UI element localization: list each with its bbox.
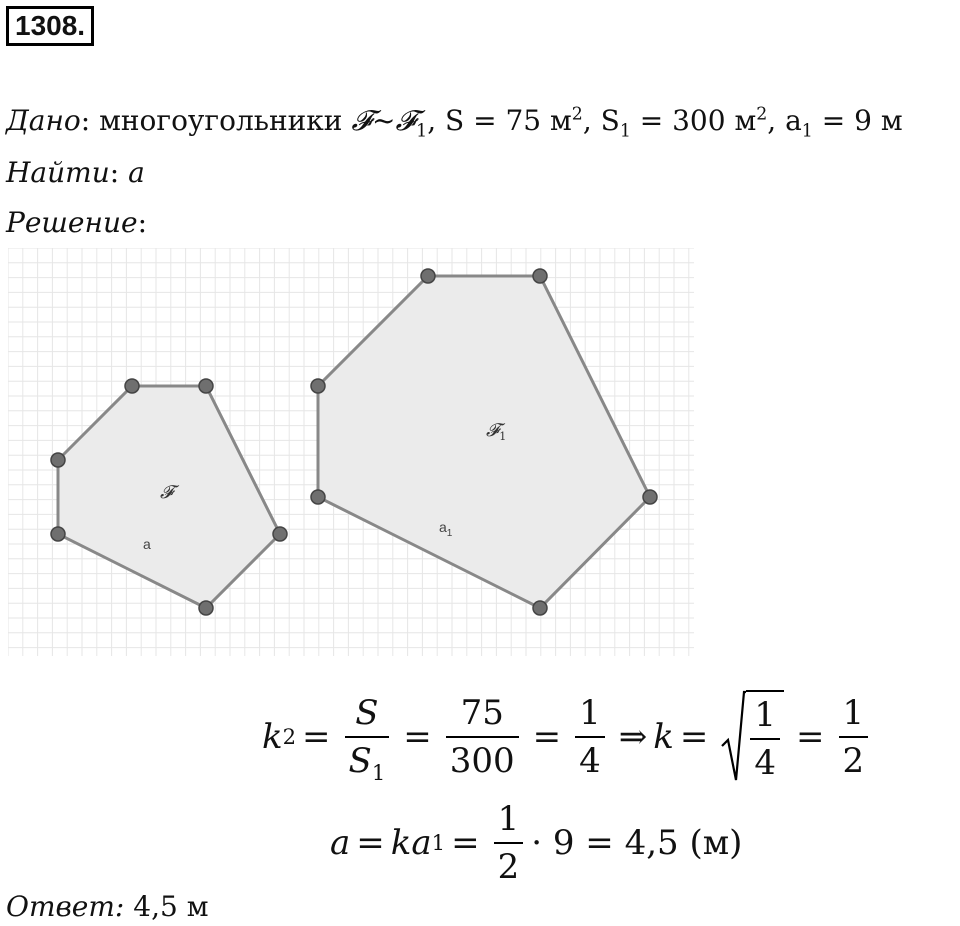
numerator: S [355,693,379,733]
answer-label: Ответ: [6,890,125,923]
eq: = [403,717,432,757]
vertex [51,527,65,541]
fraction-1-2 [494,798,524,888]
vertex [51,453,65,467]
given-a1-sub: 1 [801,121,813,142]
fraction-1-4 [750,694,780,784]
numerator: 1 [497,799,520,839]
find-value: a [128,156,145,189]
solution-sep: : [137,206,147,239]
denominator-sub: 1 [371,759,386,785]
solution-label: Решение [6,206,138,239]
find-label: Найти [6,156,110,189]
vertex [311,379,325,393]
eq: = [356,823,385,863]
answer-value: 4,5 м [124,890,209,923]
given-s1-sub: 1 [619,121,631,142]
formula-tail: · 9 = 4,5 (м) [531,823,743,863]
polygons-figure [8,248,694,656]
eq: = [796,717,825,757]
fraction-1-2 [839,692,869,782]
numerator: 1 [842,693,865,733]
vertex [199,379,213,393]
k-symbol: k [653,717,674,757]
given-s1: = 300 м [630,104,757,137]
vertex [533,269,547,283]
vertex [311,490,325,504]
eq: = [451,823,480,863]
vertex [421,269,435,283]
numerator: 1 [579,693,601,733]
given-label: Дано [6,104,81,137]
label-a: a [143,536,151,552]
denominator: 300 [446,736,519,782]
given-s: , S = 75 м [427,104,572,137]
denominator: 2 [839,736,869,782]
answer-line [6,890,208,924]
given-a1-label: , a [767,104,802,137]
a-symbol: a [330,823,351,863]
given-text: многоугольники [99,104,352,137]
label-f1: 𝓕$_1$ [486,420,507,443]
fraction-1-4 [575,692,605,782]
square-root [720,690,784,784]
problem-number: 1308. [6,6,94,46]
solution-line [6,206,147,240]
vertex [533,601,547,615]
label-a1: $a_1$ [439,519,453,539]
numerator: 1 [754,695,777,735]
given-sep: : [80,104,100,137]
eq: = [679,717,709,757]
given-f1-sub: 1 [416,121,428,142]
denominator: 2 [494,842,524,888]
given-s1-sup: 2 [756,104,768,125]
given-f1: 𝓕 [395,104,417,137]
given-s-sup: 2 [571,104,583,125]
formula-a: a = ka 1 = $\frac{1}{2}$ · 9 = 4,5 (м) [330,799,743,887]
find-sep: : [109,156,129,189]
k-symbol: k [262,717,283,757]
numerator: 75 [460,693,504,733]
denominator: 4 [575,736,605,782]
denominator: S [348,741,372,781]
vertex [643,490,657,504]
eq: = [302,717,331,757]
given-f: 𝓕 [351,104,373,137]
given-s1-label: , S [582,104,620,137]
find-line [6,156,145,190]
given-line [6,104,903,142]
vertex [273,527,287,541]
vertex [199,601,213,615]
ka-symbol: ka [390,823,432,863]
given-sim: ~ [372,104,396,137]
given-a1: = 9 м [812,104,903,137]
implies-arrow: ⇒ [618,717,648,757]
fraction-75-300 [446,692,519,782]
label-f: 𝓕 [160,482,174,503]
eq: = [532,717,562,757]
vertex [125,379,139,393]
formula-k: k 2 = $\frac{S}{S_1}$ = $\frac{75}{300}$ = $\frac{1}{4}$ ⇒ k = $\frac{1}{4}$ = $\frac{1}{2}$ [262,690,876,784]
denominator: 4 [750,738,780,784]
sqrt-sign-icon [720,690,746,784]
fraction-s-s1 [345,692,390,785]
